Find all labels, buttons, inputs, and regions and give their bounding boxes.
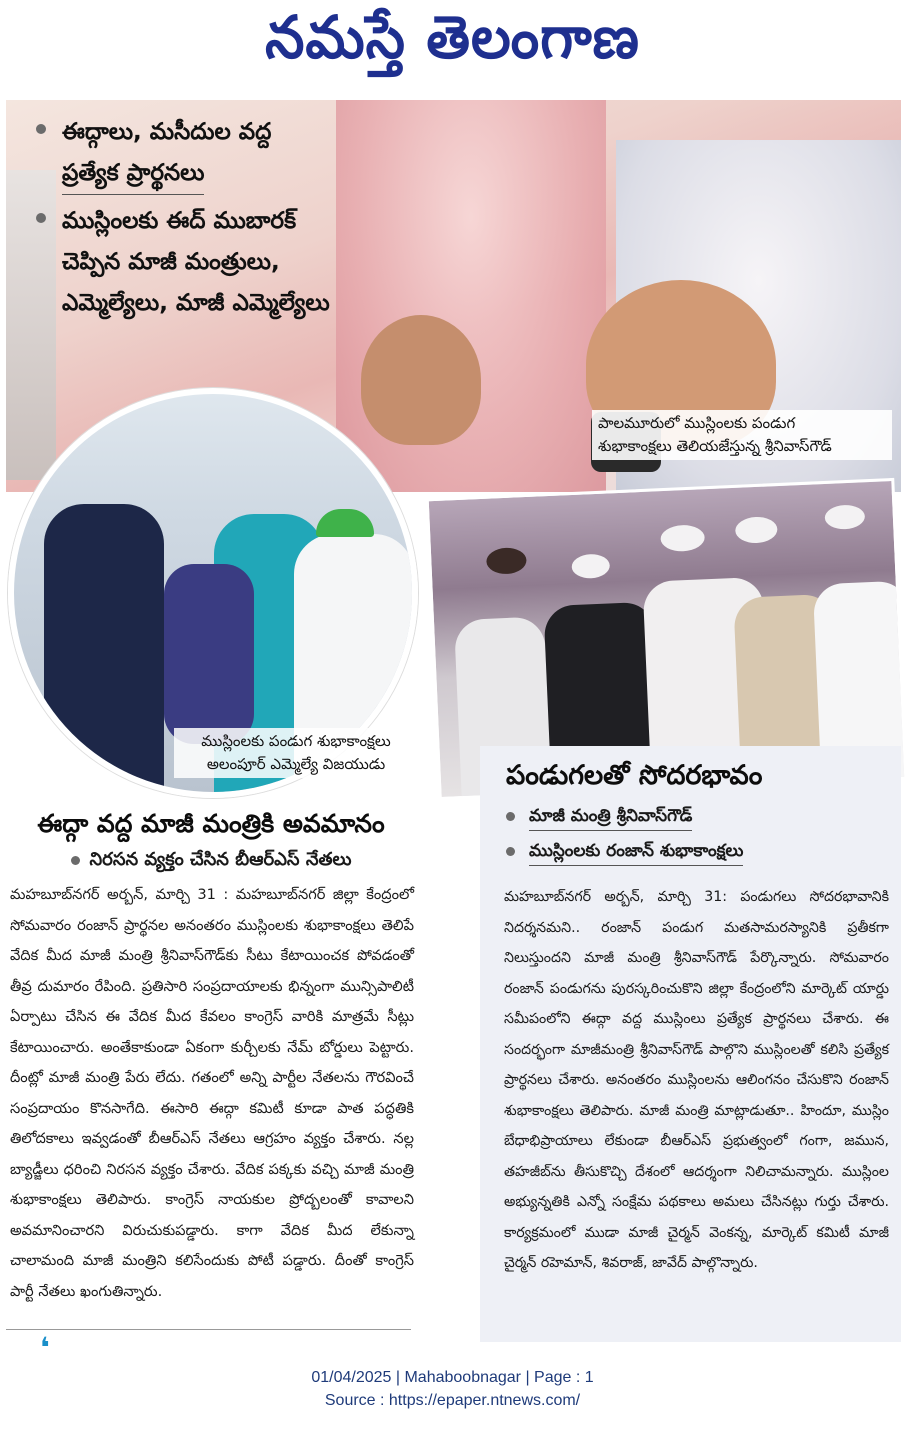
page-footer (0, 1366, 905, 1412)
photo-shape-hennaed-hands (361, 315, 481, 445)
footer-source-link[interactable]: Source : https://epaper.ntnews.com/ (324, 1392, 581, 1409)
bullet-icon (36, 124, 46, 134)
photo-shape-cap (824, 504, 865, 530)
photo-shape-green-cap (316, 509, 374, 537)
right-article (480, 746, 901, 1342)
right-article-bullet-1-text: మాజీ మంత్రి శ్రీనివాస్‌గౌడ్ (529, 802, 692, 831)
main-photo-caption-line-1: పాలమూరులో ముస్లింలకు పండుగ (598, 414, 796, 432)
newspaper-title: నమస్తే తెలంగాణ (265, 4, 640, 73)
right-article-bullet-2 (506, 837, 901, 866)
circle-photo-caption-line-2: అలంపూర్ ఎమ్మెల్యే విజయుడు (206, 755, 386, 773)
masthead (0, 0, 905, 92)
footer-edition-info: 01/04/2025 | Mahaboobnagar | Page : 1 (311, 1369, 594, 1386)
top-bullet-2-line-2: చెప్పిన మాజీ మంత్రులు, (62, 249, 280, 275)
top-bullet-1-line-1: ఈద్గాలు, మసీదుల వద్ద (62, 119, 272, 145)
photo-shape-person (44, 504, 164, 798)
photo-shape-cap (660, 524, 705, 552)
right-article-headline: పండుగలతో సోదరభావం (506, 760, 763, 791)
main-photo-caption-line-2: శుభాకాంక్షలు తెలియజేస్తున్న శ్రీనివాస్‌గౌడ్ (598, 437, 832, 455)
bullet-icon (36, 213, 46, 223)
main-photo-caption (592, 410, 892, 460)
photo-shape-cap (735, 516, 778, 544)
photo-shape-child (164, 564, 254, 744)
left-article-body: మహబూబ్‌నగర్ అర్బన్, మార్చి 31 : మహబూబ్‌నగర్ జిల్లా కేంద్రంలో సోమవారం రంజాన్ ప్రార్థనల అనంతరం ముస్లింలకు శుభాకాంక్షలు తెలిపే వేదిక మీద మాజీ మంత్రి శ్రీనివాస్‌గౌడ్‌కు సీటు కేటాయించక పోవడంతో తీవ్ర దుమారం రేపింది. ప్రతిసారి సంప్రదాయాలకు భిన్నంగా మున్సిపాలిటీ ఏర్పాటు చేసిన ఈ వేదిక మీద కేవలం కాంగ్రెస్ వారికి మాత్రమే సీట్లు కేటాయించారు. అంతేకాకుండా ఏకంగా కుర్చీలకు నేమ్ బోర్డులు పెట్టారు. దీంట్లో మాజీ మంత్రి పేరు లేదు. గతంలో అన్ని పార్టీల నేతలను గౌరవించే సంప్రదాయం కొనసాగేది. ఈసారి ఈద్గా కమిటీ కూడా పాత పద్ధతికి తిలోదకాలు ఇవ్వడంతో బీఆర్‌ఎస్ నేతలు ఆగ్రహం వ్యక్తం చేశారు. నల్ల బ్యాడ్జీలు ధరించి నిరసన వ్యక్తం చేశారు. వేదిక పక్కకు వచ్చి మాజీ మంత్రి శుభాకాంక్షలు తెలిపారు. కాంగ్రెస్ నాయకుల ప్రోద్బలంతో కావాలని అవమానించారని విరుచుకుపడ్డారు. కాగా వేదిక మీద లేకున్నా చాలామంది మాజీ మంత్రిని కలిసేందుకు పోటీ పడ్డారు. దీంతో కాంగ్రెస్ పార్టీ నేతలు ఖంగుతిన్నారు. (10, 886, 414, 1300)
circle-photo-caption-line-1: ముస్లింలకు పండుగ శుభాకాంక్షలు (201, 732, 391, 750)
photo-shape-cap (486, 547, 527, 575)
left-article-headline: ఈద్గా వద్ద మాజీ మంత్రికి అవమానం (37, 809, 385, 838)
left-article-subhead-text: నిరసన వ్యక్తం చేసిన బీఆర్‌ఎస్ నేతలు (89, 849, 352, 870)
right-article-body: మహబూబ్‌నగర్ అర్బన్, మార్చి 31: పండుగలు సోదరభావానికి నిదర్శనమని.. రంజాన్ పండుగ మతసామరస్యానికి ప్రతీకగా నిలుస్తుందని మాజీ మంత్రి శ్రీనివాస్‌గౌడ్ పేర్కొన్నారు. సోమవారం రంజాన్ పండుగను పురస్కరించుకొని జిల్లా కేంద్రంలోని మార్కెట్ యార్డు సమీపంలోని ఈద్గా వద్ద ముస్లింలు ప్రత్యేక ప్రార్థనలు చేశారు. ఈ సందర్భంగా మాజీమంత్రి శ్రీనివాస్‌గౌడ్ పాల్గొని ముస్లింలతో కలిసి ప్రత్యేక ప్రార్థనలు చేశారు. అనంతరం ముస్లింలను ఆలింగనం చేసుకొని రంజాన్ శుభాకాంక్షలు తెలిపారు. మాజీ మంత్రి మాట్లాడుతూ.. హిందూ, ముస్లిం బేధాభిప్రాయాలు లేకుండా బీఆర్‌ఎస్ ప్రభుత్వంలో గంగా, జమున, తహజీబ్‌ను తీసుకొచ్చి దేశంలో ఆదర్శంగా నిలిచామన్నారు. ముస్లింల అభ్యున్నతికి ఎన్నో సంక్షేమ పథకాలు అమలు చేసినట్లు గుర్తు చేశారు. కార్యక్రమంలో ముడా మాజీ చైర్మన్ వెంకన్న, మార్కెట్ కమిటీ మాజీ చైర్మన్ రహెమాన్, శివరాజ్, జావేద్ పాల్గొన్నారు. (504, 889, 889, 1271)
page-frame (6, 100, 901, 1364)
left-article (6, 800, 416, 1307)
right-article-bullet-1 (506, 802, 901, 831)
top-bullet-1-line-2: ప్రత్యేక ప్రార్థనలు (62, 153, 204, 195)
bullet-icon (71, 856, 80, 865)
left-article-subhead (6, 846, 416, 874)
bullet-icon (506, 847, 515, 856)
right-article-bullet-2-text: ముస్లింలకు రంజాన్ శుభాకాంక్షలు (529, 837, 743, 866)
column-divider (6, 1329, 411, 1330)
top-bullet-2 (28, 201, 388, 324)
photo-shape-cap (571, 553, 610, 579)
quote-icon: ❛ (40, 1331, 50, 1364)
bullet-icon (506, 812, 515, 821)
circle-photo-caption (174, 728, 418, 778)
top-bullet-2-line-3: ఎమ్మెల్యేలు, మాజీ ఎమ్మెల్యేలు (62, 290, 330, 316)
top-bullet-2-line-1: ముస్లింలకు ఈద్ ముబారక్ (62, 208, 297, 234)
top-bullet-1 (28, 112, 388, 195)
top-bullet-list (28, 112, 388, 330)
